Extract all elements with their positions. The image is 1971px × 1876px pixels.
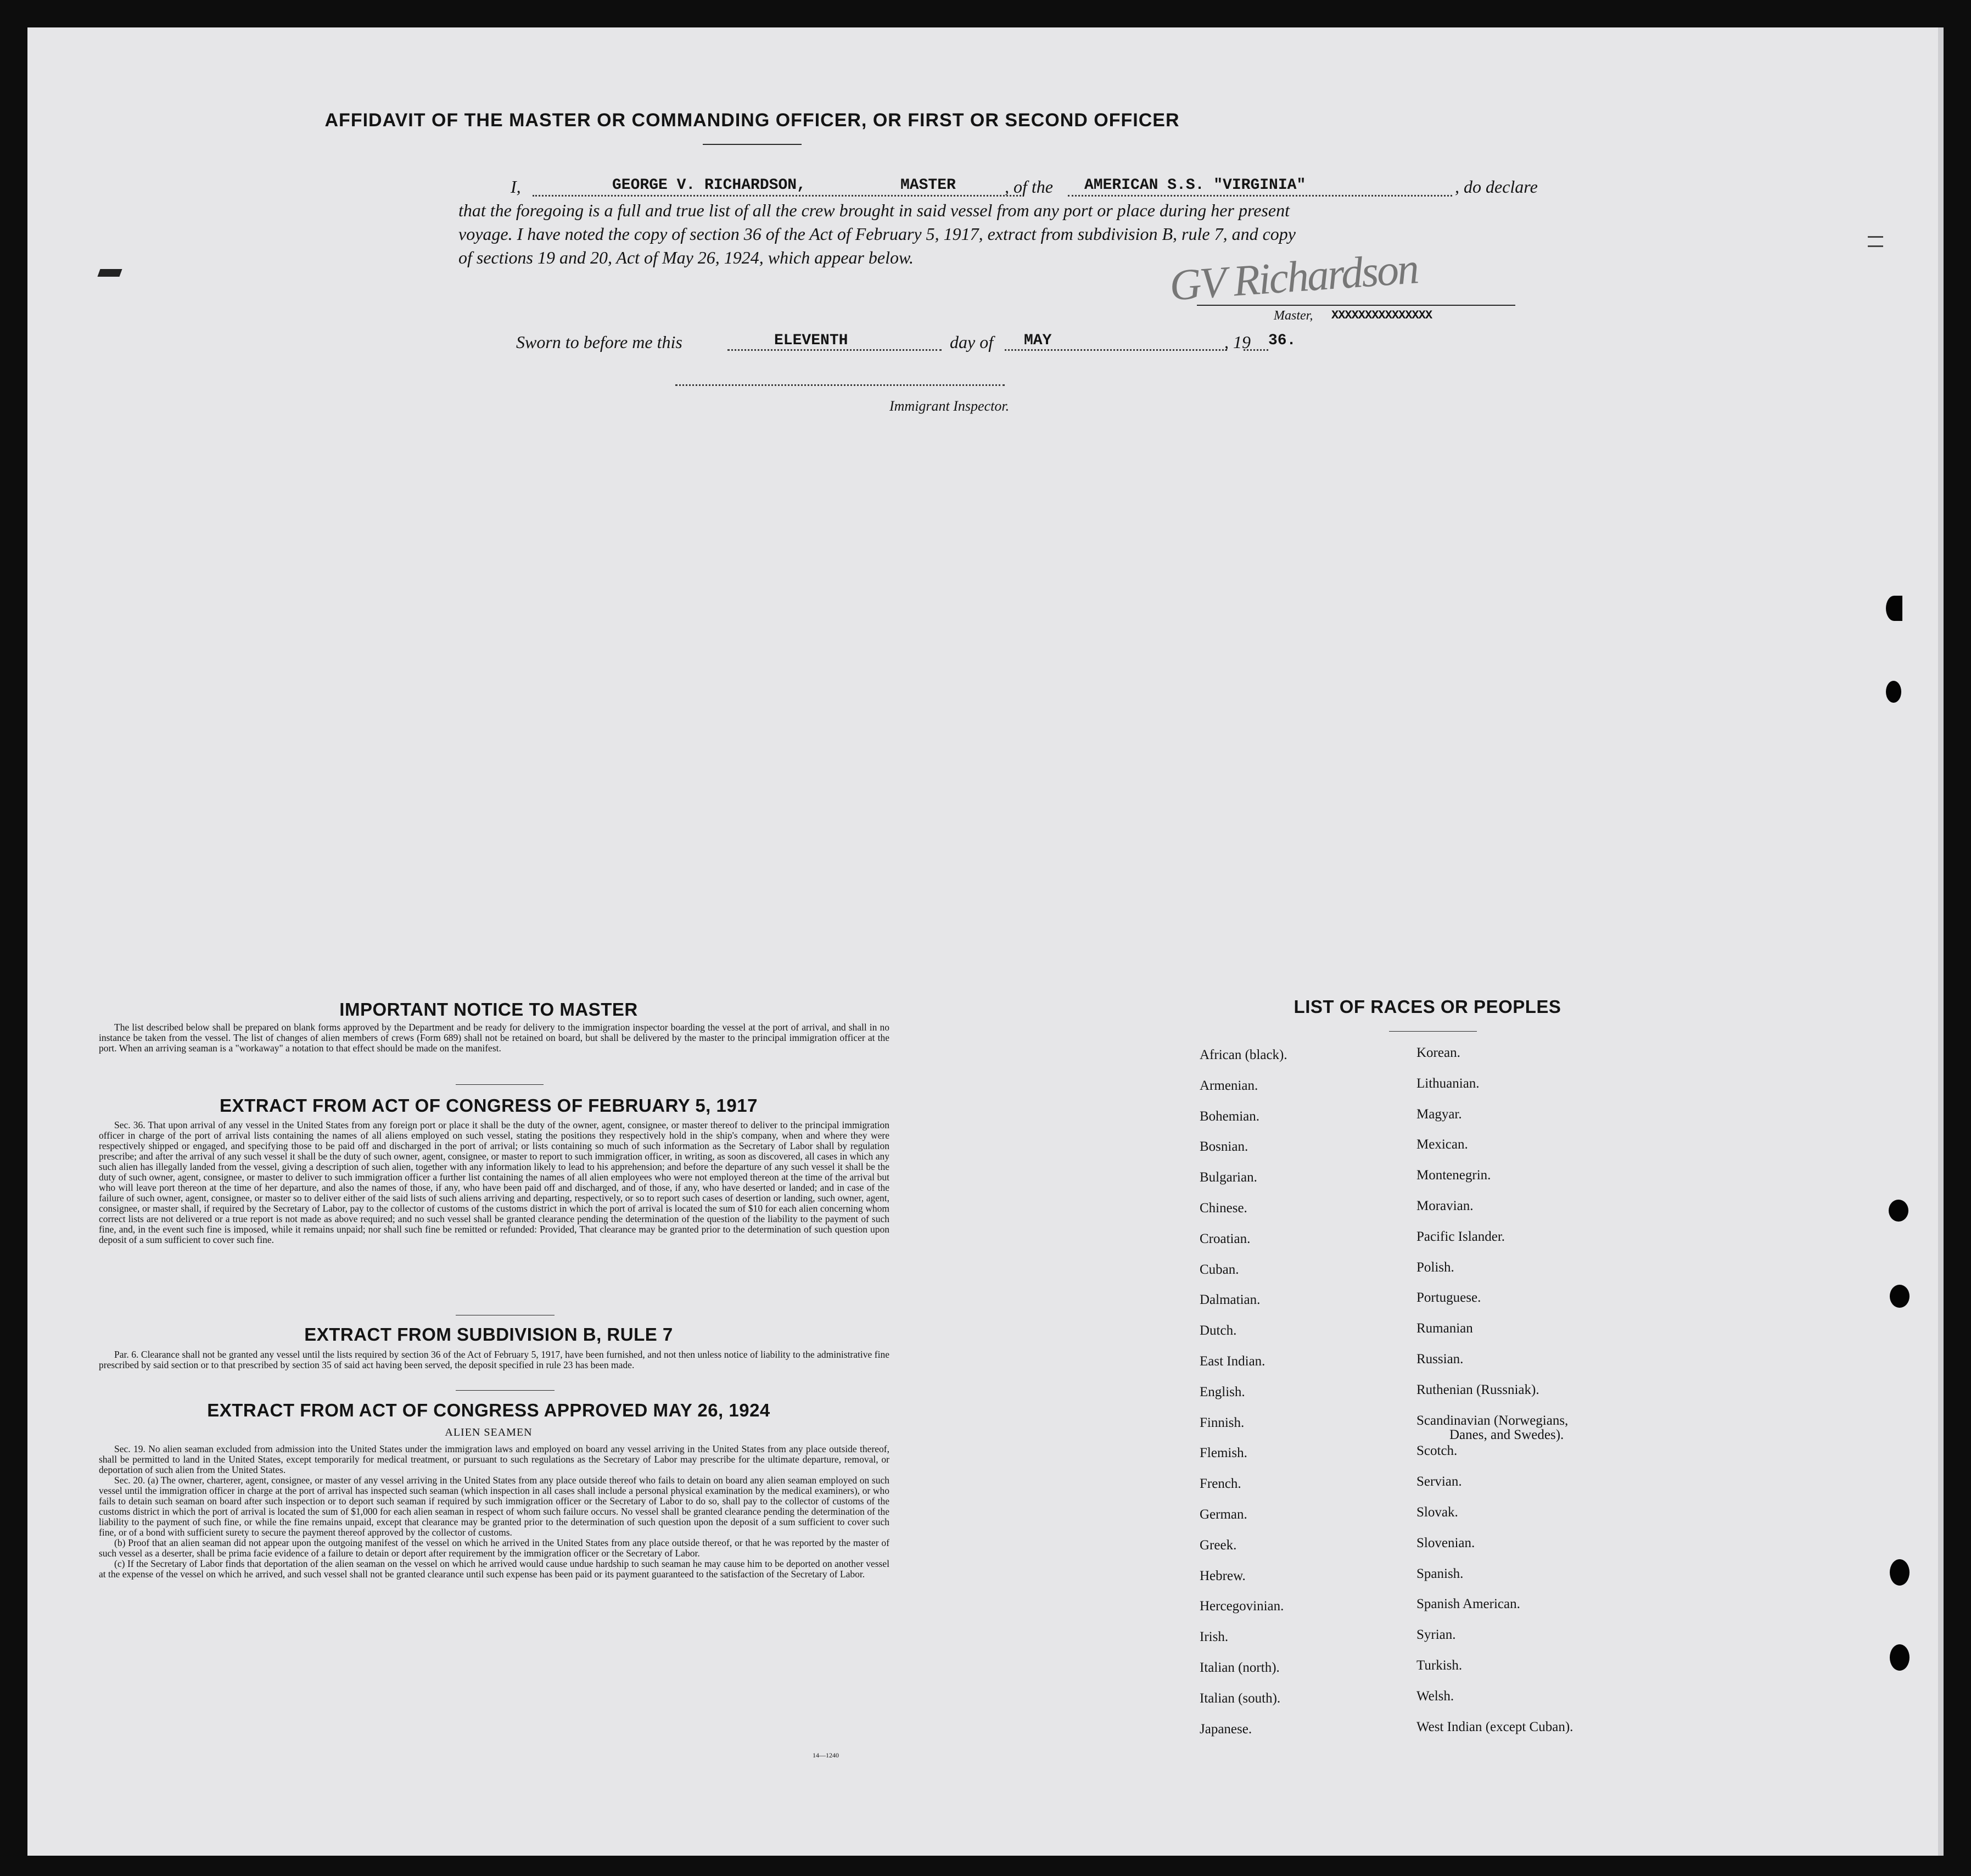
section-20b-paragraph: (b) Proof that an alien seaman did not appear upon the outgoing manifest of the vessel on which he arrived in the United States from any place outside thereof, or that he was reported by the master of such vessel as a deserter, shall be prima facie evidence of a failure to detain or deport after requirement by the immigration officer or the Secretary of Labor. bbox=[99, 1537, 889, 1559]
race-item: Pacific Islander. bbox=[1416, 1229, 1505, 1244]
of-the-label: , of the bbox=[1005, 177, 1053, 197]
race-item: Armenian. bbox=[1200, 1078, 1258, 1093]
binder-hole bbox=[1886, 681, 1901, 703]
rank-value: MASTER bbox=[900, 177, 956, 194]
binder-hole bbox=[1890, 1559, 1910, 1586]
race-item: Croatian. bbox=[1200, 1231, 1251, 1246]
race-item: Cuban. bbox=[1200, 1262, 1239, 1277]
par-6-paragraph: Par. 6. Clearance shall not be granted any vessel until the lists required by section 36 of the Act of February 5, 1917, have been furnished, and not then unless notice of liability to the administrative fine prescribed by said section or to that prescribed by section 35 of said act having been served, the deposit specified in rule 23 has been made. bbox=[99, 1349, 889, 1370]
extract-1917-title: EXTRACT FROM ACT OF CONGRESS OF FEBRUARY 5, 1917 bbox=[220, 1095, 758, 1116]
race-item: Magyar. bbox=[1416, 1106, 1462, 1122]
master-signature: GV Richardson bbox=[1168, 244, 1419, 310]
race-item: Spanish American. bbox=[1416, 1597, 1520, 1612]
section-36-paragraph: Sec. 36. That upon arrival of any vessel in the United States from any foreign port or place it shall be the duty of the owner, agent, consignee, or master thereof to deliver to the principal immigration officer in charge of the port of arrival lists containing the names of all aliens employed on such vessel, stating the positions they respectively hold in the ship's company, when and where they were respectively shipped or engaged, and specifying those to be paid off and discharged in the port of arrival; or lists containing so much of such information as the Secretary of Labor shall by regulation prescribe; and after the arrival of any such vessel it shall be the duty of such owner, agent, consignee, or master to report to such immigration officer, in writing, as soon as discovered, all cases in which any such alien has illegally landed from the vessel, giving a description of such alien, together with any information likely to lead to his apprehension; and before the departure of any such vessel it shall be the duty of such owner, agent, consignee, or master to deliver to such immigration officer a further list containing the names of all alien employees who were not employed thereon at the time of the arrival but who will leave port thereon at the time of her departure, and also the names of those, if any, who have been paid off and discharged, and of those, if any, who have deserted or landed; and in case of the failure of such owner, agent, consignee, or master so to deliver either of the said lists of such aliens arriving and departing, respectively, or so to report such cases of desertion or landing, such owner, agent, consignee, or master shall, if required by the Secretary of Labor, pay to the collector of customs of the customs district in which the port of arrival is located the sum of $10 for each alien concerning whom correct lists are not delivered or a true report is not made as above required; and no such vessel shall be granted clearance pending the determination of the question of the liability to the payment of such fine, and, in the event such fine is imposed, while it remains unpaid; nor shall such fine be remitted or refunded: Provided, That clearance may be granted prior to the determination of such question upon deposit of a sum sufficient to cover such fine. bbox=[99, 1119, 889, 1245]
race-item: Chinese. bbox=[1200, 1201, 1247, 1216]
section-20a-paragraph: Sec. 20. (a) The owner, charterer, agent, consignee, or master of any vessel arriving in the United States from any place outside thereof who fails to detain on board any alien seaman employed on such vessel until the immigration officer in charge at the port of arrival has inspected such seaman (which inspection in all cases shall include a personal physical examination by the medical examiners), or who fails to detain such seaman on board after such inspection or to deport such seaman if required by such immigration officer or the Secretary of Labor to do so, shall pay to the collector of customs of the customs district in which the port of arrival is located the sum of $1,000 for each alien seaman in respect of whom such failure occurs. No vessel shall be granted clearance pending the determination of the liability to the payment of such fine, or while the fine remains unpaid, except that clearance may be granted prior to the determination of such question upon the deposit of a sum sufficient to cover such fine, or of a bond with sufficient surety to secure the payment thereof approved by the collector of customs. bbox=[99, 1475, 889, 1538]
binder-hole bbox=[1890, 1285, 1910, 1308]
race-item: East Indian. bbox=[1200, 1354, 1266, 1369]
races-title: LIST OF RACES OR PEOPLES bbox=[1294, 996, 1561, 1017]
year-blank bbox=[1244, 349, 1268, 351]
race-item: Korean. bbox=[1416, 1045, 1460, 1060]
struck-title: XXXXXXXXXXXXXXX bbox=[1331, 309, 1432, 322]
race-item: Lithuanian. bbox=[1416, 1076, 1480, 1091]
alien-seamen-subtitle: ALIEN SEAMEN bbox=[445, 1426, 533, 1438]
sworn-day-value: ELEVENTH bbox=[774, 332, 848, 349]
master-name-value: GEORGE V. RICHARDSON, bbox=[612, 177, 806, 194]
race-item: Moravian. bbox=[1416, 1199, 1474, 1213]
race-item: Slovenian. bbox=[1416, 1535, 1475, 1550]
affidavit-line-4: of sections 19 and 20, Act of May 26, 1924, which appear below. bbox=[458, 248, 914, 267]
document-page bbox=[27, 27, 1944, 1856]
race-item: Welsh. bbox=[1416, 1688, 1454, 1704]
race-item: Mexican. bbox=[1416, 1137, 1468, 1152]
race-item: Turkish. bbox=[1416, 1658, 1463, 1673]
race-item: Dalmatian. bbox=[1200, 1292, 1261, 1308]
race-item: English. bbox=[1200, 1384, 1245, 1399]
vessel-blank bbox=[1068, 195, 1452, 197]
year-value: 36. bbox=[1268, 332, 1296, 349]
race-item: West Indian (except Cuban). bbox=[1416, 1719, 1574, 1734]
race-item: Ruthenian (Russniak). bbox=[1416, 1382, 1539, 1397]
do-declare-label: , do declare bbox=[1455, 177, 1538, 197]
extract-1917-text bbox=[99, 1120, 889, 1245]
extract-rule7-text bbox=[99, 1349, 889, 1370]
races-divider bbox=[1389, 1031, 1477, 1032]
binder-hole bbox=[1889, 1200, 1908, 1222]
race-item: African (black). bbox=[1200, 1048, 1287, 1062]
year-label: , 19 bbox=[1224, 332, 1251, 352]
sworn-label: Sworn to before me this bbox=[516, 332, 682, 352]
punch-mark bbox=[1868, 236, 1883, 247]
race-item: Syrian. bbox=[1416, 1627, 1456, 1643]
race-item: Finnish. bbox=[1200, 1415, 1245, 1430]
important-notice-title: IMPORTANT NOTICE TO MASTER bbox=[339, 999, 638, 1020]
inspector-label: Immigrant Inspector. bbox=[889, 398, 1010, 414]
important-notice-text bbox=[99, 1022, 889, 1054]
race-item: German. bbox=[1200, 1507, 1247, 1522]
race-item: Scotch. bbox=[1416, 1443, 1458, 1459]
vessel-value: AMERICAN S.S. "VIRGINIA" bbox=[1084, 177, 1306, 194]
race-item: Italian (north). bbox=[1200, 1660, 1280, 1675]
race-item: Hercegovinian. bbox=[1200, 1599, 1284, 1614]
month-blank bbox=[1005, 349, 1227, 351]
day-of-label: day of bbox=[950, 332, 994, 352]
master-label: Master, bbox=[1274, 309, 1313, 323]
binder-hole bbox=[1886, 596, 1902, 621]
affidavit-i: I, bbox=[511, 177, 521, 197]
race-item: Bulgarian. bbox=[1200, 1170, 1257, 1185]
binder-hole bbox=[1890, 1644, 1910, 1671]
day-blank bbox=[727, 349, 942, 351]
section-20c-paragraph: (c) If the Secretary of Labor finds that deportation of the alien seaman on the vessel on which he arrived would cause undue hardship to such seaman he may cause him to be deported on another vessel at the expense of the vessel on which he arrived, and such vessel shall not be granted clearance until such expense has been paid or its payment guaranteed to the satisfaction of the Secretary of Labor. bbox=[99, 1558, 889, 1580]
affidavit-title: AFFIDAVIT OF THE MASTER OR COMMANDING OFFICER, OR FIRST OR SECOND OFFICER bbox=[324, 110, 1180, 131]
page-edge bbox=[1938, 27, 1944, 1856]
extract-rule7-title: EXTRACT FROM SUBDIVISION B, RULE 7 bbox=[304, 1324, 673, 1345]
race-item: Greek. bbox=[1200, 1537, 1237, 1553]
signature-line bbox=[1197, 305, 1515, 306]
race-item: Scandinavian (Norwegians, bbox=[1416, 1413, 1569, 1428]
ink-mark bbox=[97, 269, 122, 277]
race-item: Japanese. bbox=[1200, 1721, 1252, 1737]
race-item: Servian. bbox=[1416, 1474, 1462, 1489]
race-item: Dutch. bbox=[1200, 1323, 1237, 1339]
divider bbox=[456, 1084, 544, 1085]
race-item: Rumanian bbox=[1416, 1321, 1473, 1336]
divider bbox=[456, 1390, 555, 1391]
race-item: Danes, and Swedes). bbox=[1449, 1427, 1564, 1442]
race-item: Hebrew. bbox=[1200, 1568, 1246, 1583]
race-item: Portuguese. bbox=[1416, 1290, 1481, 1306]
affidavit-line-2: that the foregoing is a full and true list of all the crew brought in said vessel from any port or place during her present bbox=[458, 200, 1290, 220]
race-item: Bohemian. bbox=[1200, 1108, 1260, 1124]
extract-1924-text bbox=[99, 1444, 889, 1580]
race-item: Flemish. bbox=[1200, 1446, 1247, 1461]
sworn-month-value: MAY bbox=[1024, 332, 1052, 349]
race-item: Polish. bbox=[1416, 1259, 1454, 1275]
race-item: Spanish. bbox=[1416, 1566, 1464, 1581]
race-item: Irish. bbox=[1200, 1629, 1229, 1645]
race-item: Russian. bbox=[1416, 1352, 1464, 1367]
race-item: Slovak. bbox=[1416, 1505, 1458, 1520]
extract-1924-title: EXTRACT FROM ACT OF CONGRESS APPROVED MAY 26, 1924 bbox=[207, 1400, 770, 1420]
name-blank bbox=[533, 195, 1021, 197]
inspector-blank bbox=[675, 384, 1005, 386]
section-19-paragraph: Sec. 19. No alien seaman excluded from admission into the United States under the immigration laws and employed on board any vessel arriving in the United States from any place outside thereof, shall be permitted to land in the United States, except temporarily for medical treatment, or pursuant to such regulations as the Secretary of Labor may prescribe for the ultimate departure, removal, or deportation of such alien from the United States. bbox=[99, 1443, 889, 1475]
race-item: French. bbox=[1200, 1476, 1241, 1492]
title-divider bbox=[703, 144, 802, 145]
affidavit-line-3: voyage. I have noted the copy of section 36 of the Act of February 5, 1917, extract from subdivision B, rule 7, and copy bbox=[458, 224, 1296, 244]
race-item: Italian (south). bbox=[1200, 1690, 1281, 1706]
important-notice-paragraph: The list described below shall be prepared on blank forms approved by the Department and be ready for delivery to the immigration inspector boarding the vessel at the port of arrival, and shall in no instance be taken from the vessel. The list of changes of alien members of crews (Form 689) shall not be retained on board, but shall be delivered by the master to the principal immigration officer at the port. When an arriving seaman is a "workaway" a notation to that effect should be made on the manifest. bbox=[99, 1022, 889, 1054]
race-item: Bosnian. bbox=[1200, 1139, 1248, 1155]
form-number: 14—1240 bbox=[813, 1751, 839, 1759]
race-item: Montenegrin. bbox=[1416, 1168, 1491, 1183]
